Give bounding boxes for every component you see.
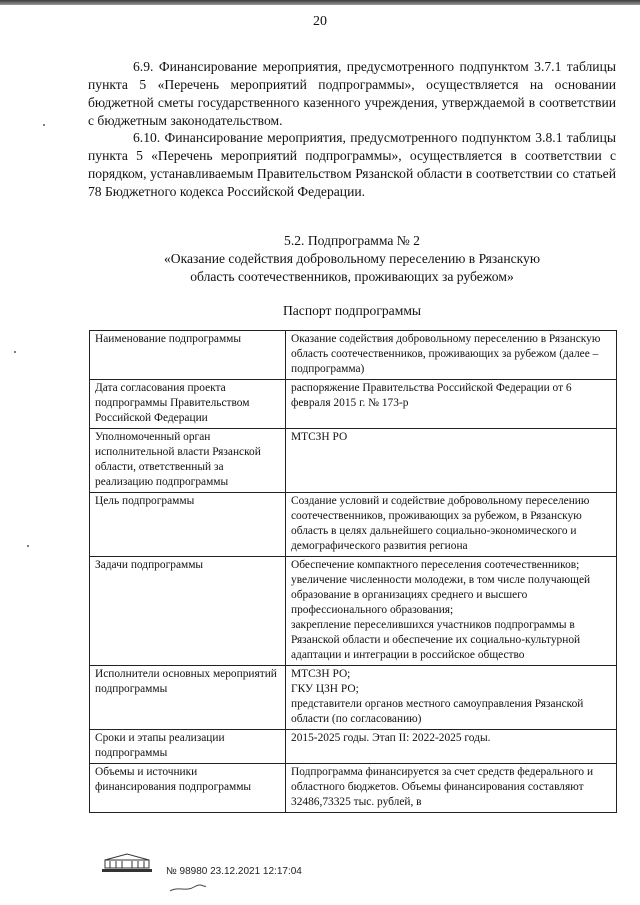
scan-top-edge	[0, 0, 640, 5]
passport-heading: Паспорт подпрограммы	[282, 303, 422, 318]
document-footer	[96, 852, 396, 892]
building-logo-icon	[96, 852, 158, 874]
row-label: Задачи подпрограммы	[90, 557, 286, 666]
row-value-text: МТСЗН РО	[291, 431, 348, 443]
row-value-text: МТСЗН РО;	[291, 668, 351, 680]
table-row	[90, 380, 617, 429]
row-value-text: представители органов местного самоуправления Рязанской области (по согласованию)	[291, 698, 584, 725]
table-row	[90, 666, 617, 730]
paragraph-6-9: 6.9. Финансирование мероприятия, предусмотренного подпунктом 3.7.1 таблицы пункта 5 «Перечень мероприятий подпрограммы», осуществляется на основании бюджетной сметы государственного казенного учреждения, утверждаемой в соответствии с бюджетным законодательством.	[88, 59, 616, 128]
row-value	[286, 331, 617, 380]
table-row	[90, 493, 617, 557]
row-label: Объемы и источники финансирования подпрограммы	[90, 764, 286, 813]
section-title: 5.2. Подпрограмма № 2	[284, 233, 420, 248]
row-label: Исполнители основных мероприятий подпрограммы	[90, 666, 286, 730]
page-number: 20	[313, 14, 327, 29]
row-value	[286, 764, 617, 813]
row-value-text: 2015-2025 годы. Этап II: 2022-2025 годы.	[291, 732, 491, 744]
row-value	[286, 666, 617, 730]
signature-mark-icon	[168, 882, 208, 894]
passport-table	[89, 330, 617, 813]
scan-speck	[14, 351, 16, 353]
row-value	[286, 493, 617, 557]
row-value-text: увеличение численности молодежи, в том числе получающей образование в организациях среднего и высшего профессионального образования;	[291, 574, 591, 616]
row-value-text: Подпрограмма финансируется за счет средств федерального и областного бюджетов. Объемы финансирования составляют 32486,73325 тыс. рублей, в	[291, 766, 594, 808]
section-subtitle	[88, 250, 616, 286]
row-label: Сроки и этапы реализации подпрограммы	[90, 730, 286, 764]
row-label: Цель подпрограммы	[90, 493, 286, 557]
table-row	[90, 764, 617, 813]
row-label: Наименование подпрограммы	[90, 331, 286, 380]
row-value-text: Создание условий и содействие добровольному переселению соотечественников, проживающих за рубежом, в Рязанскую область в целях дальнейшего социально-экономического и демографического развития региона	[291, 495, 590, 552]
row-value-text: закрепление переселившихся участников подпрограммы в Рязанской области и обеспечение их социально-культурной адаптации и интеграции в российское общество	[291, 619, 581, 661]
table-row	[90, 429, 617, 493]
row-value	[286, 730, 617, 764]
paragraph-6-10: 6.10. Финансирование мероприятия, предусмотренного подпунктом 3.8.1 таблицы пункта 5 «Перечень мероприятий подпрограммы», осуществляется в соответствии с порядком, устанавливаемым Правительством Рязанской области в соответствии со статьей 78 Бюджетного кодекса Российской Федерации.	[88, 130, 616, 199]
row-value-text: Оказание содействия добровольному переселению в Рязанскую область соотечественников, проживающих за рубежом (далее – подпрограмма)	[291, 333, 601, 375]
table-row	[90, 331, 617, 380]
row-value	[286, 557, 617, 666]
row-value-text: ГКУ ЦЗН РО;	[291, 683, 359, 695]
scan-speck	[27, 545, 29, 547]
row-value-text: распоряжение Правительства Российской Федерации от 6 февраля 2015 г. № 173-р	[291, 382, 572, 409]
table-row	[90, 730, 617, 764]
row-label: Уполномоченный орган исполнительной власти Рязанской области, ответственный за реализацию подпрограммы	[90, 429, 286, 493]
section-subtitle-line-1: «Оказание содействия добровольному переселению в Рязанскую	[164, 251, 540, 266]
row-value	[286, 429, 617, 493]
row-label: Дата согласования проекта подпрограммы Правительством Российской Федерации	[90, 380, 286, 429]
table-row	[90, 557, 617, 666]
row-value-text: Обеспечение компактного переселения соотечественников;	[291, 559, 580, 571]
section-subtitle-line-2: область соотечественников, проживающих за рубежом»	[190, 269, 514, 284]
scan-speck	[43, 124, 45, 126]
row-value	[286, 380, 617, 429]
registration-stamp: № 98980 23.12.2021 12:17:04	[166, 866, 302, 877]
